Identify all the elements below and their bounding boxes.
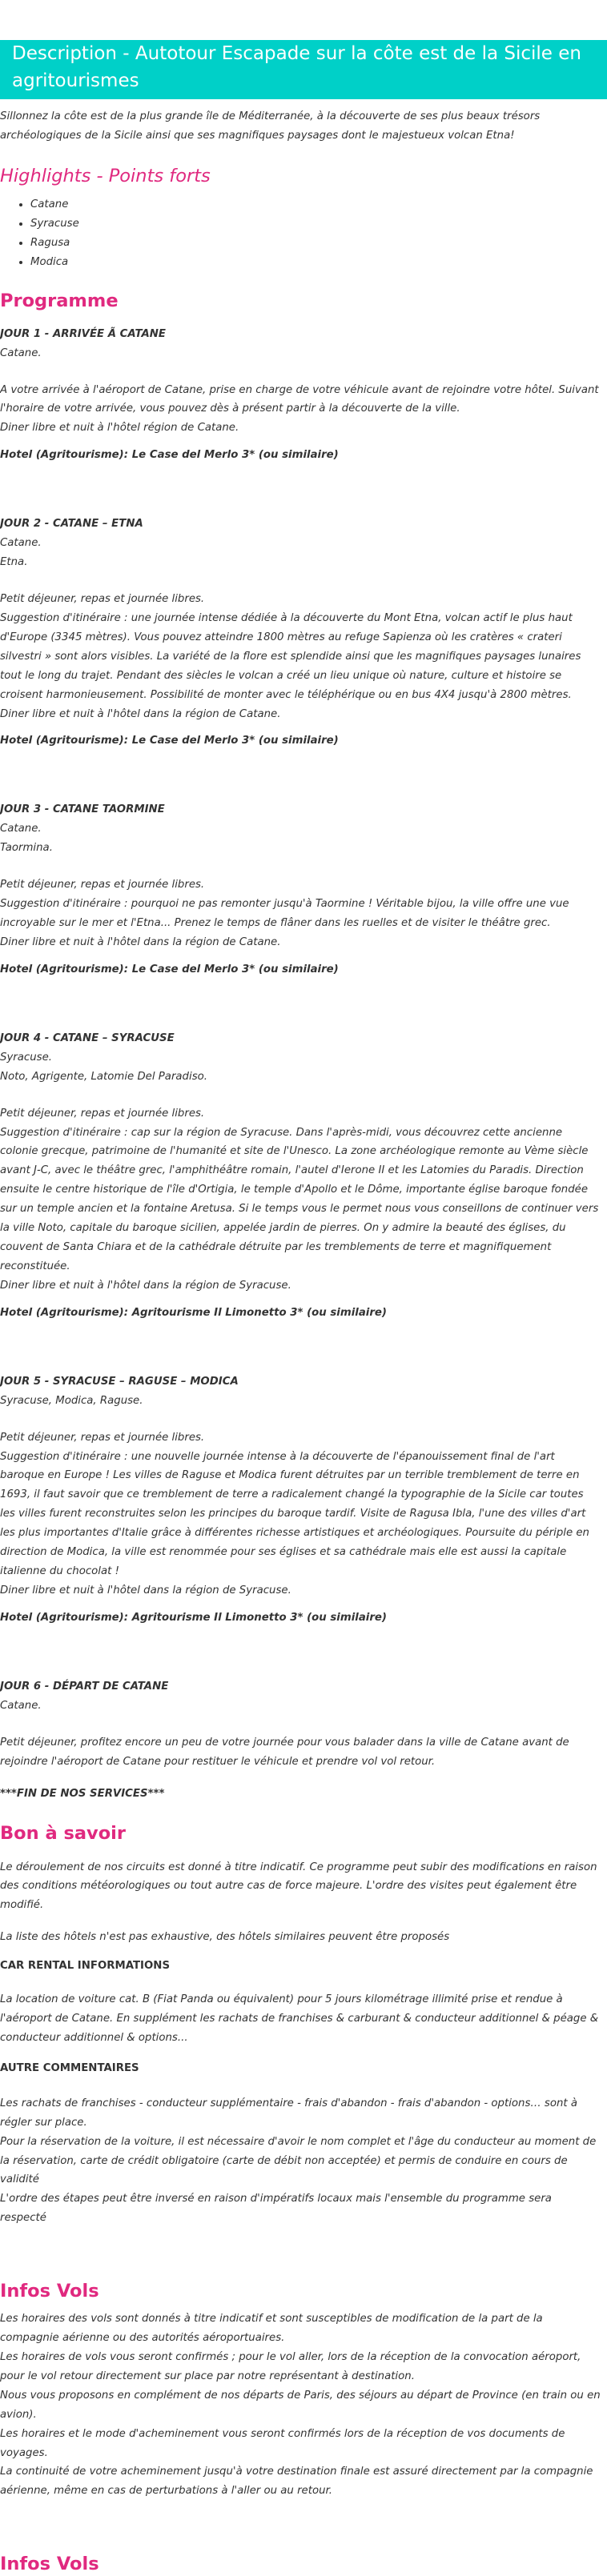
list-item: • Ragusa <box>30 234 601 253</box>
hotels-note: La liste des hôtels n'est pas exhaustive, des hôtels similaires peuvent être proposés <box>0 1931 450 1944</box>
day-place: Taormina. <box>0 842 53 855</box>
infos-vols-line: La continuité de votre acheminement jusqu'à votre destination finale est assuré directement par la compagnie aérienne, même en cas de perturbations à l'aller ou au retour. <box>0 2466 593 2498</box>
day-text: Petit déjeuner, repas et journée libres. <box>0 593 205 606</box>
bon-a-savoir-heading: Bon à savoir <box>0 1822 126 1844</box>
infos-vols-line: Les horaires et le mode d'acheminement vous seront confirmés lors de la réception de vos documents de voyages. <box>0 2427 565 2459</box>
car-rental-text: La location de voiture cat. B (Fiat Panda ou équivalent) pour 5 jours kilométrage illimité prise et rendue à l'aéroport de Catane. En supplément les rachats de franchises & carburant & conducteur additionnel & péage & conducteur additionnel & options... <box>0 1993 599 2044</box>
day-text: Petit déjeuner, profitez encore un peu de votre journée pour vous balader dans la ville de Catane avant de rejoindre l'aéroport de Catane pour restituer le véhicule et prendre vol vol retour. <box>0 1736 569 1768</box>
intro-text: Sillonnez la côte est de la plus grande île de Méditerranée, à la découverte de ses plus beaux trésors archéologiques de la Sicile ainsi que ses magnifiques paysages dont le majestueux volcan Etna! <box>0 110 541 142</box>
day-title: JOUR 6 - DÉPART DE CATANE <box>0 1680 169 1693</box>
day-2 <box>0 515 601 751</box>
day-text: Suggestion d'itinéraire : une journée intense dédiée à la découverte du Mont Etna, volcan actif le plus haut d'Europe (3345 mètres). Vous pouvez atteindre 1800 mètres au refuge Sapienza où les cratères « crateri silvestri » sont alors visibles. La variété de la flore est splendide ainsi que les magnifiques paysages lunaires tout le long du trajet. Pendant des siècles le volcan a créé un lieu unique où nature, culture et histoire se croisent harmonieusement. Possibilité de monter avec le téléphérique ou en bus 4X4 jusqu'à 2800 mètres. <box>0 611 581 701</box>
day-hotel: Hotel (Agritourisme): Agritourisme Il Limonetto 3* (ou similaire) <box>0 1306 388 1319</box>
day-text: Diner libre et nuit à l'hôtel dans la région de Catane. <box>0 707 281 720</box>
comment-line: L'ordre des étapes peut être inversé en raison d'impératifs locaux mais l'ensemble du programme sera respecté <box>0 2193 552 2225</box>
day-title: JOUR 3 - CATANE TAORMINE <box>0 803 165 816</box>
infos-vols-line: Nous vous proposons en complément de nos départs de Paris, des séjours au départ de Province (en train ou en avion). <box>0 2389 601 2421</box>
day-text: A votre arrivée à l'aéroport de Catane, prise en charge de votre véhicule avant de rejoindre votre hôtel. Suivant l'horaire de votre arrivée, vous pouvez dès à présent partir à la découverte de la ville. <box>0 383 599 415</box>
programme-heading: Programme <box>0 290 119 311</box>
page-title: Description - Autotour Escapade sur la côte est de la Sicile en agritourismes <box>12 43 582 91</box>
day-text: Diner libre et nuit à l'hôtel dans la région de Syracuse. <box>0 1584 291 1596</box>
bon-a-savoir-text: Le déroulement de nos circuits est donné à titre indicatif. Ce programme peut subir des modifications en raison des conditions météorologiques ou tout autre cas de force majeure. L'ordre des visites peut également être modifié. <box>0 1861 597 1912</box>
day-place: Noto, Agrigente, Latomie Del Paradiso. <box>0 1070 207 1083</box>
day-hotel: Hotel (Agritourisme): Le Case del Merlo 3* (ou similaire) <box>0 735 339 747</box>
day-text: Petit déjeuner, repas et journée libres. <box>0 1431 205 1444</box>
day-text: Petit déjeuner, repas et journée libres. <box>0 879 205 891</box>
list-item: • Modica <box>30 253 601 272</box>
day-place: Catane. <box>0 823 42 835</box>
comments-heading: AUTRE COMMENTAIRES <box>0 2061 139 2074</box>
day-place: Etna. <box>0 556 28 569</box>
day-1 <box>0 325 601 466</box>
day-title: JOUR 4 - CATANE – SYRACUSE <box>0 1032 175 1044</box>
day-hotel: Hotel (Agritourisme): Le Case del Merlo 3* (ou similaire) <box>0 449 339 462</box>
day-3 <box>0 800 601 979</box>
page <box>0 40 607 2576</box>
day-hotel: Hotel (Agritourisme): Le Case del Merlo 3* (ou similaire) <box>0 963 339 976</box>
day-text: Diner libre et nuit à l'hôtel dans la région de Catane. <box>0 935 281 948</box>
day-place: Syracuse. <box>0 1051 52 1064</box>
day-6 <box>0 1677 601 1772</box>
day-4 <box>0 1029 601 1323</box>
title-banner <box>0 40 607 99</box>
day-place: Catane. <box>0 347 42 359</box>
day-place: Catane. <box>0 1699 42 1712</box>
list-item: • Catane <box>30 195 601 214</box>
list-item: • Syracuse <box>30 214 601 234</box>
highlights-heading: Highlights - Points forts <box>0 165 211 186</box>
day-text: Petit déjeuner, repas et journée libres. <box>0 1107 205 1120</box>
day-5 <box>0 1372 601 1628</box>
end-of-services: ***FIN DE NOS SERVICES*** <box>0 1787 165 1800</box>
comment-line: Les rachats de franchises - conducteur supplémentaire - frais d'abandon - frais d'abandon - options… sont à régler sur place. <box>0 2097 577 2129</box>
day-title: JOUR 5 - SYRACUSE – RAGUSE – MODICA <box>0 1375 239 1388</box>
day-text: Suggestion d'itinéraire : une nouvelle journée intense à la découverte de l'épanouissement final de l'art baroque en Europe ! Les villes de Raguse et Modica furent détruites par un terrible tremblement de terre en 1693, il faut savoir que ce tremblement de terre a radicalement changé la typographie de la Sicile car toutes les villes furent reconstruites selon les principes du baroque tardif. Visite de Ragusa Ibla, l'une des villes d'art les plus importantes d'Italie grâce à différentes richesse artistiques et archéologiques. Poursuite du périple en direction de Modica, la ville est renommée pour ses églises et sa cathédrale mais elle est aussi la capitale italienne du chocolat ! <box>0 1450 589 1577</box>
day-text: Suggestion d'itinéraire : cap sur la région de Syracuse. Dans l'après-midi, vous découvrez cette ancienne colonie grecque, patrimoine de l'humanité et site de l'Unesco. La zone archéologique remonte au Vème siècle avant J-C, avec le théâtre grec, l'amphithéâtre romain, l'autel d'Ierone II et les Latomies du Paradis. Direction ensuite le centre historique de l'île d'Ortigia, le temple d'Apollo et le Dôme, importante église baroque fondée sur un temple ancien et la fontaine Aretusa. Si le temps vous le permet nous vous conseillons de continuer vers la ville Noto, capitale du baroque sicilien, appelée jardin de pierres. On y admire la beauté des églises, du couvent de Santa Chiara et de la cathédrale détruite par les tremblements de terre et magnifiquement reconstituée. <box>0 1126 599 1272</box>
day-place: Catane. <box>0 537 42 550</box>
infos-vols-heading: Infos Vols <box>0 2281 99 2302</box>
day-text: Suggestion d'itinéraire : pourquoi ne pas remonter jusqu'à Taormine ! Véritable bijou, la ville offre une vue incroyable sur le mer et l'Etna... Prenez le temps de flâner dans les ruelles et de visiter le théâtre grec. <box>0 898 569 930</box>
comment-line: Pour la réservation de la voiture, il est nécessaire d'avoir le nom complet et l'âge du conducteur au moment de la réservation, carte de crédit obligatoire (carte de débit non acceptée) et permis de conduire en cours de validité <box>0 2135 597 2186</box>
infos-vols-line: Les horaires des vols sont donnés à titre indicatif et sont susceptibles de modification de la part de la compagnie aérienne ou des autorités aéroportuaires. <box>0 2313 543 2345</box>
highlights-list <box>0 195 601 273</box>
day-text: Diner libre et nuit à l'hôtel région de Catane. <box>0 422 239 435</box>
car-rental-heading: CAR RENTAL INFORMATIONS <box>0 1960 171 1973</box>
day-hotel: Hotel (Agritourisme): Agritourisme Il Limonetto 3* (ou similaire) <box>0 1611 388 1624</box>
day-title: JOUR 2 - CATANE – ETNA <box>0 518 143 531</box>
day-text: Diner libre et nuit à l'hôtel dans la région de Syracuse. <box>0 1279 291 1292</box>
day-title: JOUR 1 - ARRIVÉE Ã CATANE <box>0 327 166 340</box>
infos-vols-heading-2: Infos Vols <box>0 2554 99 2575</box>
day-place: Syracuse, Modica, Raguse. <box>0 1394 143 1407</box>
infos-vols-line: Les horaires de vols vous seront confirmés ; pour le vol aller, lors de la réception de la convocation aéroport, pour le vol retour directement sur place par notre représentant à destination. <box>0 2351 581 2382</box>
content <box>0 107 601 2576</box>
